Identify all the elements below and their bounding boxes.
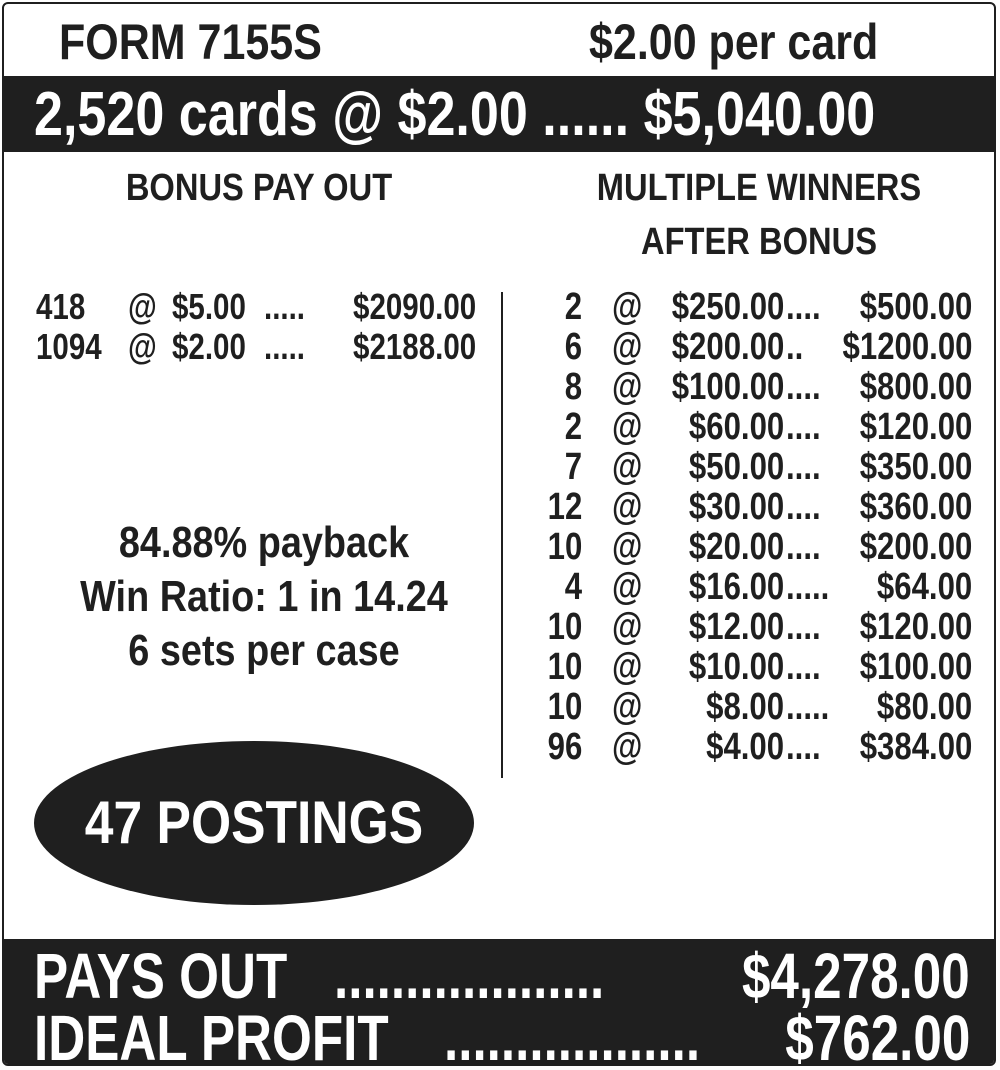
at-sign: @ xyxy=(612,646,643,688)
winner-price: $8.00 xyxy=(706,686,784,728)
winner-total: $800.00 xyxy=(859,366,972,408)
winner-total: $1200.00 xyxy=(842,326,972,368)
at-sign: @ xyxy=(612,286,643,328)
bonus-row xyxy=(36,287,476,327)
bonus-row xyxy=(36,327,476,367)
pays-out-value: $4,278.00 xyxy=(742,940,970,1012)
leader-dots: .... xyxy=(786,406,821,448)
price-per-card: $2.00 per card xyxy=(589,14,879,70)
winner-price: $20.00 xyxy=(688,526,784,568)
winner-total: $200.00 xyxy=(859,526,972,568)
winner-total: $350.00 xyxy=(859,446,972,488)
leader-dots: .... xyxy=(786,606,821,648)
leader-dots: .. xyxy=(786,326,804,368)
winner-qty: 7 xyxy=(564,446,582,488)
bonus-qty: 1094 xyxy=(36,326,102,367)
bonus-total: $2090.00 xyxy=(352,286,476,327)
winner-price: $100.00 xyxy=(671,366,784,408)
winner-total: $360.00 xyxy=(859,486,972,528)
winner-qty: 10 xyxy=(547,526,582,568)
winner-total: $80.00 xyxy=(876,686,972,728)
winner-price: $60.00 xyxy=(688,406,784,448)
leader-dots: ..... xyxy=(786,566,830,608)
winner-row xyxy=(524,727,972,767)
winner-qty: 12 xyxy=(547,486,582,528)
bonus-qty: 418 xyxy=(36,286,86,327)
bonus-heading: BONUS PAY OUT xyxy=(125,167,393,209)
at-sign: @ xyxy=(612,686,643,728)
winner-price: $16.00 xyxy=(688,566,784,608)
pays-out-line xyxy=(34,940,970,1012)
winner-qty: 2 xyxy=(564,286,582,328)
winner-row xyxy=(524,647,972,687)
winner-qty: 8 xyxy=(564,366,582,408)
winner-total: $100.00 xyxy=(859,646,972,688)
winner-row xyxy=(524,567,972,607)
winner-total: $500.00 xyxy=(859,286,972,328)
winner-qty: 10 xyxy=(547,686,582,728)
multiple-winners-heading: MULTIPLE WINNERS xyxy=(596,167,922,209)
ideal-profit-value: $762.00 xyxy=(784,1002,970,1066)
winner-row xyxy=(524,447,972,487)
leader-dots: .... xyxy=(786,486,821,528)
at-sign: @ xyxy=(612,406,643,448)
winner-total: $120.00 xyxy=(859,406,972,448)
summary-bar xyxy=(4,76,994,152)
at-sign: @ xyxy=(612,726,643,768)
at-sign: @ xyxy=(612,526,643,568)
leader-dots: ................... xyxy=(334,940,605,1012)
winner-row xyxy=(524,687,972,727)
winner-total: $384.00 xyxy=(859,726,972,768)
winner-qty: 96 xyxy=(547,726,582,768)
totals-bar xyxy=(4,939,994,1066)
winner-price: $4.00 xyxy=(706,726,784,768)
multiple-winners-list xyxy=(524,287,972,767)
winner-qty: 6 xyxy=(564,326,582,368)
win-ratio-text: Win Ratio: 1 in 14.24 xyxy=(80,572,448,621)
winner-qty: 2 xyxy=(564,406,582,448)
column-divider xyxy=(501,292,503,778)
leader-dots: .... xyxy=(786,286,821,328)
leader-dots: .... xyxy=(786,646,821,688)
postings-text: 47 POSTINGS xyxy=(84,789,424,856)
at-sign: @ xyxy=(612,326,643,368)
at-sign: @ xyxy=(128,286,157,327)
winner-total: $64.00 xyxy=(876,566,972,608)
form-number: FORM 7155S xyxy=(59,14,322,70)
winner-row xyxy=(524,487,972,527)
winner-price: $200.00 xyxy=(671,326,784,368)
winner-qty: 10 xyxy=(547,606,582,648)
leader-dots: .... xyxy=(786,726,821,768)
winner-total: $120.00 xyxy=(859,606,972,648)
winner-row xyxy=(524,407,972,447)
leader-dots: .... xyxy=(786,366,821,408)
leader-dots: ..... xyxy=(264,326,306,367)
winner-price: $50.00 xyxy=(688,446,784,488)
at-sign: @ xyxy=(612,446,643,488)
payback-text: 84.88% payback xyxy=(118,518,410,567)
postings-badge xyxy=(34,741,474,905)
winner-row xyxy=(524,367,972,407)
at-sign: @ xyxy=(612,606,643,648)
winner-row xyxy=(524,287,972,327)
pays-out-label: PAYS OUT xyxy=(34,940,288,1012)
sets-per-case-text: 6 sets per case xyxy=(128,626,400,675)
winner-qty: 10 xyxy=(547,646,582,688)
leader-dots: .................. xyxy=(444,1002,701,1066)
at-sign: @ xyxy=(612,366,643,408)
winner-row xyxy=(524,527,972,567)
at-sign: @ xyxy=(612,486,643,528)
winner-row xyxy=(524,327,972,367)
winner-price: $250.00 xyxy=(671,286,784,328)
leader-dots: ..... xyxy=(786,686,830,728)
winner-price: $12.00 xyxy=(688,606,784,648)
at-sign: @ xyxy=(612,566,643,608)
bonus-price: $2.00 xyxy=(172,326,246,367)
leader-dots: .... xyxy=(786,446,821,488)
pull-tab-flare xyxy=(2,2,996,1066)
ideal-profit-line xyxy=(34,1002,970,1066)
winner-row xyxy=(524,607,972,647)
leader-dots: .... xyxy=(786,526,821,568)
game-stats xyxy=(44,516,484,678)
at-sign: @ xyxy=(128,326,157,367)
summary-text: 2,520 cards @ $2.00 ...... $5,040.00 xyxy=(34,80,876,149)
winner-price: $30.00 xyxy=(688,486,784,528)
ideal-profit-label: IDEAL PROFIT xyxy=(34,1002,389,1066)
after-bonus-subheading: AFTER BONUS xyxy=(640,221,878,263)
winner-qty: 4 xyxy=(564,566,582,608)
bonus-payout-list xyxy=(36,287,476,367)
leader-dots: ..... xyxy=(264,286,306,327)
bonus-total: $2188.00 xyxy=(352,326,476,367)
winner-price: $10.00 xyxy=(688,646,784,688)
bonus-price: $5.00 xyxy=(172,286,246,327)
